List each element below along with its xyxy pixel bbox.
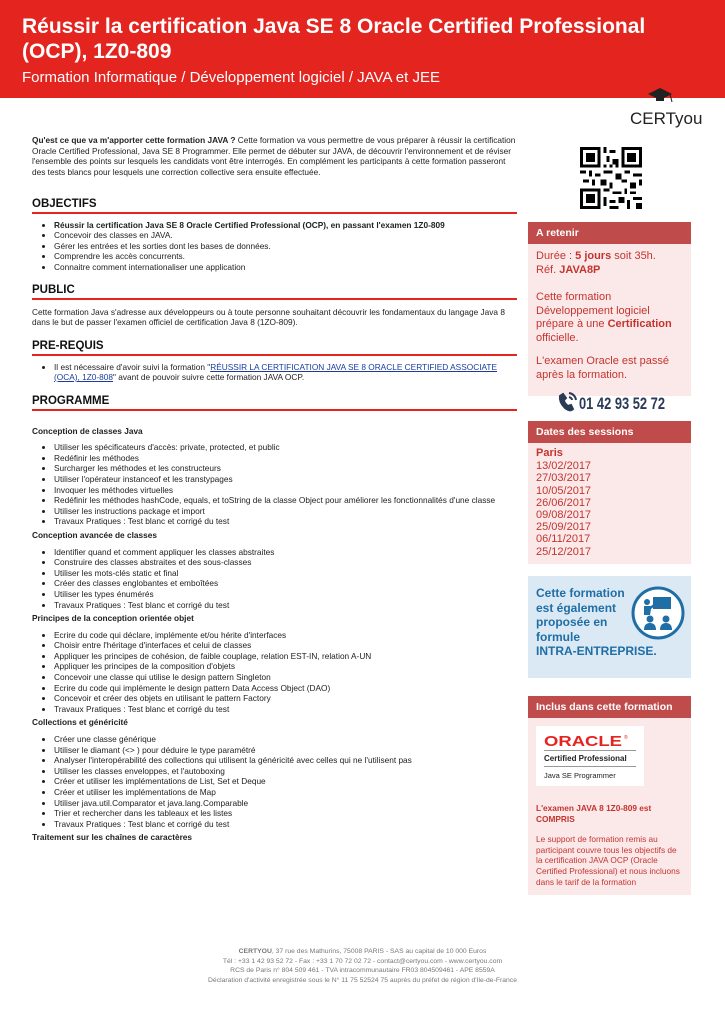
- objectif-item: • Réussir la certification Java SE 8 Oracle Certified Professional (OCP), en passant l'examen 1Z0-809: [54, 220, 517, 231]
- logo-text: CERTyou: [630, 109, 703, 128]
- programme-subtitle: Principes de la conception orientée objet: [32, 613, 194, 624]
- public-section: [32, 285, 517, 328]
- programme-item: • Identifier quand et comment appliquer les classes abstraites: [54, 547, 517, 558]
- sessions-title: Dates des sessions: [528, 421, 691, 443]
- programme-item: • Construire des classes abstraites et des sous-classes: [54, 557, 517, 568]
- programme-item: • Trier et rechercher dans les tableaux et les listes: [54, 808, 517, 819]
- svg-text:01 42 93 52 72: 01 42 93 52 72: [579, 394, 665, 413]
- objectif-item: • Connaitre comment internationaliser une application: [54, 262, 517, 273]
- programme-item: • Redéfinir les méthodes: [54, 453, 517, 464]
- ref-line: Réf. JAVA8P: [536, 263, 601, 276]
- intra-entreprise-box[interactable]: [528, 576, 691, 678]
- programme-subtitle: Traitement sur les chaînes de caractères: [32, 832, 193, 843]
- exam-line: L'examen Oracle est passé après la formation.: [536, 355, 669, 381]
- programme-item: • Créer une classe générique: [54, 734, 517, 745]
- programme-item: • Utiliser les spécificateurs d'accès: private, protected, et public: [54, 442, 517, 453]
- programme-item: • Travaux Pratiques : Test blanc et corrigé du test: [54, 819, 517, 830]
- session-date[interactable]: 06/11/2017: [536, 533, 591, 546]
- programme-item: • Utiliser les instructions package et import: [54, 506, 517, 517]
- objectifs-title: OBJECTIFS: [32, 199, 517, 214]
- programme-item: • Ecrire du code qui déclare, implémente et/ou hérite d'interfaces: [54, 630, 517, 641]
- sessions-panel: [528, 421, 691, 564]
- prerequis-item: • Il est nécessaire d'avoir suivi la formation "RÉUSSIR LA CERTIFICATION JAVA SE 8 ORACLE CERTIFIED ASSOCIATE (OCA), 1Z0-808" avant de pouvoir suivre cette formation JAVA OCP.: [54, 362, 517, 383]
- footer-line: RCS de Paris n° 804 509 461 - TVA intracommunautaire FR03 804509461 - APE 8559A: [230, 967, 495, 975]
- footer-line: CERTYOU, 37 rue des Mathurins, 75008 PARIS - SAS au capital de 10 000 Euros: [238, 948, 487, 955]
- prerequis-section: [32, 341, 517, 383]
- header-banner: [0, 0, 725, 98]
- programme-item: • Utiliser les types énumérés: [54, 589, 517, 600]
- retenir-title: A retenir: [528, 222, 691, 244]
- programme-item: • Invoquer les méthodes virtuelles: [54, 485, 517, 496]
- programme-subtitle: Collections et généricité: [32, 717, 128, 728]
- objectif-item: • Gérer les entrées et les sorties dont les bases de données.: [54, 241, 517, 252]
- programme-item: • Surcharger les méthodes et les constructeurs: [54, 463, 517, 474]
- public-text: Cette formation Java s'adresse aux développeurs ou à toute personne souhaitant découvrir les fondamentaux du langage Java 8 dans le but de passer l'examen officiel de certification Java 8 (1ZO-809).: [32, 306, 505, 328]
- programme-item: • Concevoir une classe qui utilise le design pattern Singleton: [54, 672, 517, 683]
- phone-icon: [560, 393, 576, 410]
- included-exam: L'examen JAVA 8 1Z0-809 est COMPRIS: [536, 803, 652, 824]
- programme-item: • Concevoir et créer des objets en utilisant le pattern Factory: [54, 693, 517, 704]
- programme-item: • Redéfinir les méthodes hashCode, equals, et toString de la classe Object pour améliorer les fonctionnalités d'une classe: [54, 495, 517, 506]
- objectif-item: • Comprendre les accès concurrents.: [54, 251, 517, 262]
- programme-title: PROGRAMME: [32, 396, 517, 411]
- programme-item: • Appliquer les principes de la composition d'objets: [54, 661, 517, 672]
- included-panel: [528, 696, 691, 895]
- programme-item: • Ecrire du code qui implémente le design pattern Data Access Object (DAO): [54, 683, 517, 694]
- retenir-panel: [528, 222, 691, 396]
- session-date[interactable]: 25/12/2017: [536, 545, 592, 558]
- certification-line: Cette formation Développement logiciel prépare à une Certification officielle.: [536, 291, 672, 344]
- programme-item: • Utiliser le diamant (<> ) pour déduire le type paramétré: [54, 745, 517, 756]
- session-date[interactable]: 10/05/2017: [536, 484, 592, 497]
- duree-line: Durée : 5 jours soit 35h.: [536, 250, 656, 262]
- programme-item: • Créer et utiliser les implémentations de List, Set et Deque: [54, 776, 517, 787]
- public-title: PUBLIC: [32, 285, 517, 300]
- footer-line: Déclaration d'activité enregistrée sous le N° 11 75 52524 75 auprès du préfet de région d'Ile-de-France: [208, 976, 517, 984]
- session-date[interactable]: 27/03/2017: [536, 472, 592, 485]
- programme-subtitle: Conception avancée de classes: [32, 529, 157, 540]
- intro-lead: Qu'est ce que va m'apporter cette formation JAVA ?: [32, 135, 236, 145]
- session-date[interactable]: 26/06/2017: [536, 496, 592, 509]
- programme-item: • Utiliser l'opérateur instanceof et les transtypages: [54, 474, 517, 485]
- programme-item: • Appliquer les principes de cohésion, de faible couplage, relation EST-IN, relation A-UN: [54, 651, 517, 662]
- svg-text:®: ®: [624, 735, 628, 741]
- programme-item: • Analyser l'interopérabilité des collections qui utilisent la généricité avec celles qui ne l'utilisent pas: [54, 755, 517, 766]
- objectif-item: • Concevoir des classes en JAVA.: [54, 230, 517, 241]
- programme-item: • Travaux Pratiques : Test blanc et corrigé du test: [54, 704, 517, 715]
- programme-section: [32, 396, 517, 843]
- session-date[interactable]: 25/09/2017: [536, 521, 592, 534]
- certyou-logo: [626, 84, 706, 132]
- intra-text: Cette formation est également proposée en formule INTRA-ENTREPRISE.: [536, 586, 657, 658]
- intro-paragraph: [32, 135, 517, 177]
- included-title: Inclus dans cette formation: [528, 696, 691, 718]
- session-date[interactable]: 13/02/2017: [536, 460, 592, 473]
- prerequis-title: PRE-REQUIS: [32, 341, 517, 356]
- included-support: Le support de formation remis au participant couvre tous les objectifs de la certification JAVA OCP (Oracle Certified Professional) et nous incluons dans le tarif de la formation: [536, 834, 680, 887]
- phone-number[interactable]: [556, 390, 668, 414]
- session-city: Paris: [536, 447, 563, 459]
- prerequis-link[interactable]: RÉUSSIR LA CERTIFICATION JAVA SE 8 ORACLE CERTIFIED ASSOCIATE (OCA), 1Z0-808: [54, 361, 498, 383]
- programme-item: • Créer des classes englobantes et emboîtées: [54, 578, 517, 589]
- programme-item: • Travaux Pratiques : Test blanc et corrigé du test: [54, 600, 517, 611]
- programme-subtitle: Conception de classes Java: [32, 425, 143, 436]
- svg-text:Certified Professional: Certified Professional: [544, 754, 627, 763]
- programme-item: • Utiliser les mots-clés static et final: [54, 568, 517, 579]
- training-group-icon: [631, 586, 685, 640]
- session-date[interactable]: 09/08/2017: [536, 509, 592, 522]
- objectifs-section: [32, 199, 517, 273]
- svg-text:ORACLE: ORACLE: [544, 733, 622, 750]
- programme-item: • Utiliser les classes enveloppes, et l'autoboxing: [54, 766, 517, 777]
- programme-item: • Choisir entre l'héritage d'interfaces et celui de classes: [54, 640, 517, 651]
- programme-item: • Créer et utiliser les implémentations de Map: [54, 787, 517, 798]
- oracle-certified-logo: [536, 726, 644, 786]
- svg-text:Java SE Programmer: Java SE Programmer: [544, 771, 616, 780]
- page-subtitle: Formation Informatique / Développement logiciel / JAVA et JEE: [22, 69, 440, 86]
- footer-line: Tél : +33 1 42 93 52 72 - Fax : +33 1 70 72 02 72 - contact@certyou.com - www.certyou.com: [222, 957, 503, 965]
- intro-text: Cette formation va vous permettre de vous préparer à réussir la certification Oracle Certified Professional, Java SE 8 Programmer. Elle permet de débuter sur JAVA, de découvrir l'environnement et de réviser l'ensemble des points sur lesquels les candidats vont être interrogés. En complément les participants à cette formation passeront des tests blancs pour lesquels une correction collective sera ensuite effectuée.: [32, 135, 516, 177]
- page-title: Réussir la certification Java SE 8 Oracle Certified Professional (OCP), 1Z0-809: [22, 15, 646, 63]
- qr-code[interactable]: [580, 147, 642, 209]
- footer: [0, 947, 725, 985]
- programme-item: • Travaux Pratiques : Test blanc et corrigé du test: [54, 516, 517, 527]
- programme-item: • Utiliser java.util.Comparator et java.lang.Comparable: [54, 798, 517, 809]
